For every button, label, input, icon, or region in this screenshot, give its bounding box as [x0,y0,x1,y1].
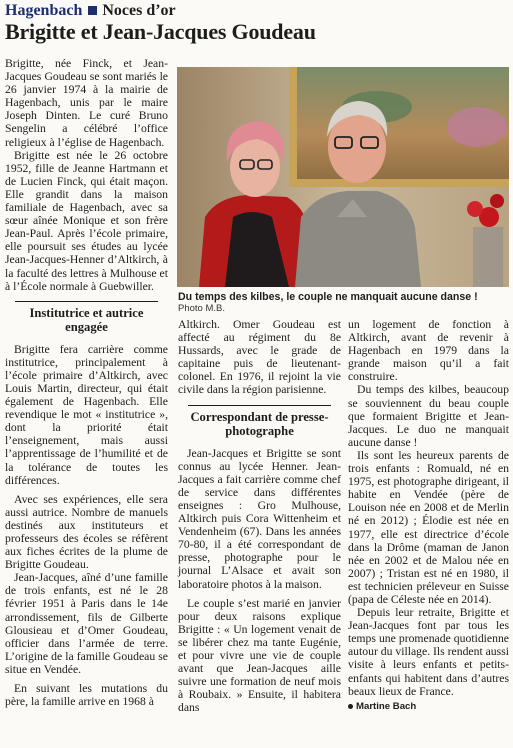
square-bullet-icon [88,6,97,15]
couple-photo [177,67,509,287]
photo-credit: Photo M.B. [178,303,225,314]
paragraph: Ils sont les heureux parents de trois enfants : Romuald, né en 1975, est photographe dirigeant, il habite en Vendée (père de Louison née en 2008 et de Merlin né en 2012) ; Élodie est née en 1977, elle est directrice d’école dans la Drôme (maman de Janon née en 2002 et de Malou née en 2007) ; Tristan est né en 1980, il est technicien préleveur en Suisse (papa de Céleste née en 2014). [348,448,509,606]
paragraph: En suivant les mutations du père, la famille arrive en 1968 à [5,682,168,709]
paragraph: Brigitte fera carrière comme institutrice, principalement à l’école primaire d’Altkirch, avec Louis Martin, directeur, qui était également de Hagenbach. Elle revendique le mot « institutrice », dont la priorité était l’enseignement, mais aussi l’apprentissage de l’humilité et de la tolérance de toutes les différences. [5,342,168,487]
paragraph: Brigitte est née le 26 octobre 1952, fille de Jeanne Hartmann et de Lucien Finck, qui était maçon. Elle grandit dans la maison familiale de Hagenbach, avec sa sœur aînée Monique et son frère Jean-Paul. Après l’école primaire, elle poursuit ses études au lycée Jean-Jacques-Henner d’Altkirch, à la faculté des lettres à Mulhouse et à l’École normale à Guebwiller. [5,148,168,293]
paragraph: Jean-Jacques et Brigitte se sont connus au lycée Henner. Jean-Jacques a fait carrière comme chef de service dans différentes enseignes : Gro Mulhouse, Altkirch puis Cora Wittenheim et Vendenheim (67). Dans les années 70-80, il a été correspondant de presse, photographe pour le journal L’Alsace et avait son laboratoire photos à la maison. [178,446,341,591]
author-name: Martine Bach [356,700,417,712]
section-subhead: Institutrice et autrice engagée [15,301,158,334]
paragraph: un logement de fonction à Altkirch, avant de revenir à Hagenbach en 1979 dans la grande maison qu’il a fait construire. [348,318,509,384]
article-kicker [5,2,176,20]
location-label: Hagenbach [5,2,83,19]
article-column-3 [348,318,509,713]
article-column-1 [5,57,168,708]
photo-caption: Du temps des kilbes, le couple ne manquait aucune danse ! [178,291,478,303]
paragraph: Du temps des kilbes, beaucoup se souviennent du beau couple que formaient Brigitte et Jean-Jacques. Le duo ne manquait aucune danse ! [348,383,509,449]
author-byline [348,700,509,713]
article-headline: Brigitte et Jean-Jacques Goudeau [5,19,316,44]
paragraph: Avec ses expériences, elle sera aussi autrice. Nombre de manuels destinés aux instituteurs et professeurs des écoles se réfèrent aux fiches écrites de la plume de Brigitte Goudeau. [5,492,168,572]
article-column-2 [178,318,341,714]
paragraph: Jean-Jacques, aîné d’une famille de trois enfants, est né le 28 février 1951 à Paris dans le 14e arrondissement, fils de Gilberte Glousieau et d’Omer Goudeau, officier dans l’armée de terre. L’origine de la famille Goudeau se situe en Vendée. [5,571,168,676]
bullet-icon [348,704,353,709]
paragraph: Le couple s’est marié en janvier pour deux raisons explique Brigitte : « Un logement venait de se libérer chez ma tante Eugénie, et pour vivre une vie de couple avant que Jean-Jacques aille suivre une formation de neuf mois à Roubaix. » Ensuite, il habitera dans [178,596,341,715]
paragraph: Depuis leur retraite, Brigitte et Jean-Jacques font par tous les temps une promenade quotidienne autour du village. Ils rendent aussi visite à leurs enfants et petits-enfants qui habitent dans d’autres beaux lieux de France. [348,606,509,698]
paragraph: Altkirch. Omer Goudeau est affecté au régiment du 8e Hussards, avec le grade de capitaine puis de lieutenant-colonel. En 1976, il rejoint la vie civile dans la région parisienne. [178,318,341,397]
section-subhead: Correspondant de presse-photographe [188,405,331,438]
couple-photo-image [177,67,509,287]
paragraph: Brigitte, née Finck, et Jean-Jacques Goudeau se sont mariés le 26 janvier 1974 à la mairie de Hagenbach, unis par le maire Joseph Dinten. Le curé Bruno Sengelin a célébré l’office religieux à l’église de Hagenbach. [5,57,168,149]
topic-label: Noces d’or [102,2,176,19]
